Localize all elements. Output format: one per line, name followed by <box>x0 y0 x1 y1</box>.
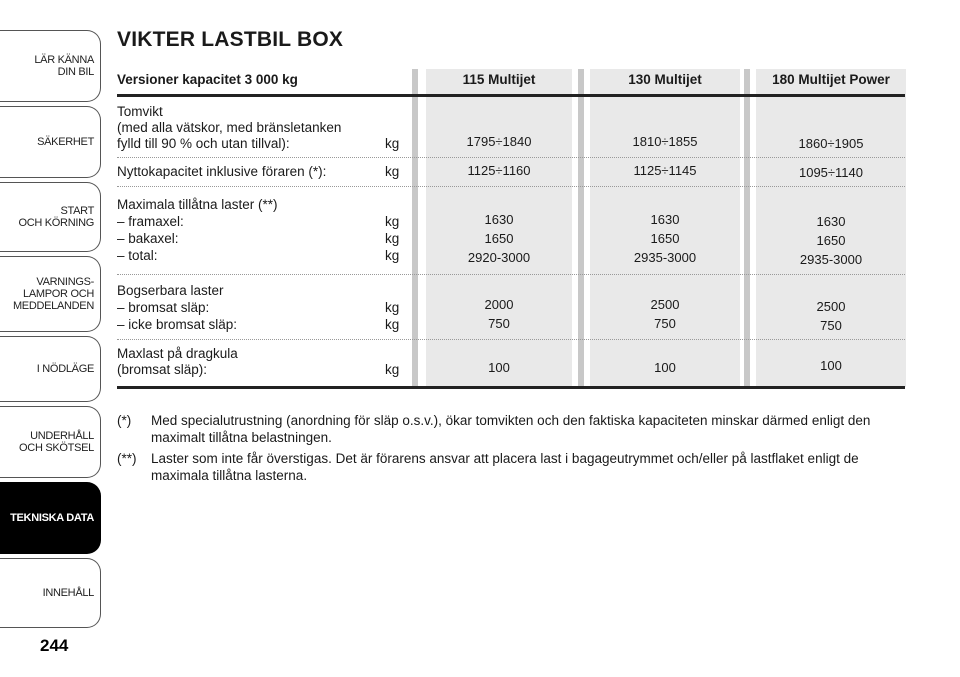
cell-value: 2500 750 <box>816 299 846 333</box>
cell-value: 1630 1650 2920-3000 <box>467 212 531 265</box>
cell-value: 1095÷1140 <box>798 165 863 180</box>
tab-lar-kanna-din-bil[interactable]: LÄR KÄNNA DIN BIL <box>0 30 101 102</box>
cell-value: 100 <box>654 360 676 375</box>
tab-sakerhet[interactable]: SÄKERHET <box>0 106 101 178</box>
column-header-115: 115 Multijet <box>462 72 536 87</box>
column-header-130: 130 Multijet <box>628 72 702 87</box>
cell-value: 1795÷1840 <box>466 134 532 149</box>
tab-varningslampor[interactable]: VARNINGS- LAMPOR OCH MEDDELANDEN <box>0 256 101 332</box>
tab-i-nodlage[interactable]: I NÖDLÄGE <box>0 336 101 402</box>
cell-value: 1125÷1160 <box>467 163 531 178</box>
row-label-maximala-laster: Maximala tillåtna laster (**) – framaxel: – bakaxel: – total: <box>117 197 278 263</box>
row-divider <box>117 274 905 275</box>
cell-value: 100 <box>488 360 510 375</box>
cell-value: 1860÷1905 <box>798 136 864 151</box>
footnote-text: Laster som inte får överstigas. Det är förarens ansvar att placera last i bagageutrymmet och/eller på lastflaket enligt de maximala tillåtna lasterna. <box>151 451 859 483</box>
footnote-marker: (*) <box>117 413 132 428</box>
page-number: 244 <box>40 636 69 655</box>
row-unit: kg kg kg <box>385 214 400 263</box>
chapter-sidebar <box>0 0 101 677</box>
row-unit: kg kg <box>385 300 400 332</box>
cell-value: 1630 1650 2935-3000 <box>633 212 697 265</box>
cell-value: 100 <box>820 358 842 373</box>
page-title: VIKTER LASTBIL BOX <box>117 28 344 51</box>
row-label-nyttokapacitet: Nyttokapacitet inklusive föraren (*): <box>117 164 327 179</box>
tab-innehall[interactable]: INNEHÅLL <box>0 558 101 628</box>
table-bottom-rule <box>117 386 905 389</box>
footnote-1 <box>117 412 907 446</box>
column-header-180: 180 Multijet Power <box>772 72 890 87</box>
cell-value: 2500 750 <box>650 297 680 331</box>
tab-tekniska-data[interactable]: TEKNISKA DATA <box>0 482 101 554</box>
footnote-2 <box>117 450 907 484</box>
row-unit: kg <box>385 164 400 179</box>
cell-value: 2000 750 <box>484 297 514 331</box>
cell-value: 1630 1650 2935-3000 <box>799 214 863 267</box>
footnote-text: Med specialutrustning (anordning för släp o.s.v.), ökar tomvikten och den faktiska kapaciteten minskar därmed enligt den maximalt tillåtna belastningen. <box>151 413 871 445</box>
row-divider <box>117 157 905 158</box>
row-divider <box>117 339 905 340</box>
row-label-bogserbara-laster: Bogserbara laster – bromsat släp: – icke bromsat släp: <box>117 283 238 332</box>
header-rule <box>117 94 905 97</box>
row-unit: kg <box>385 362 400 377</box>
row-divider <box>117 186 905 187</box>
versions-header: Versioner kapacitet 3 000 kg <box>117 72 298 87</box>
tab-start-och-korning[interactable]: START OCH KÖRNING <box>0 182 101 252</box>
row-label-tomvikt: Tomvikt (med alla vätskor, med bränsletanken fylld till 90 % och utan tillval): <box>117 104 342 151</box>
tab-underhall-och-skotsel[interactable]: UNDERHÅLL OCH SKÖTSEL <box>0 406 101 478</box>
cell-value: 1125÷1145 <box>633 163 697 178</box>
footnote-marker: (**) <box>117 451 137 466</box>
row-label-maxlast-dragkula: Maxlast på dragkula (bromsat släp): <box>117 346 238 377</box>
cell-value: 1810÷1855 <box>632 134 698 149</box>
row-unit: kg <box>385 136 400 151</box>
